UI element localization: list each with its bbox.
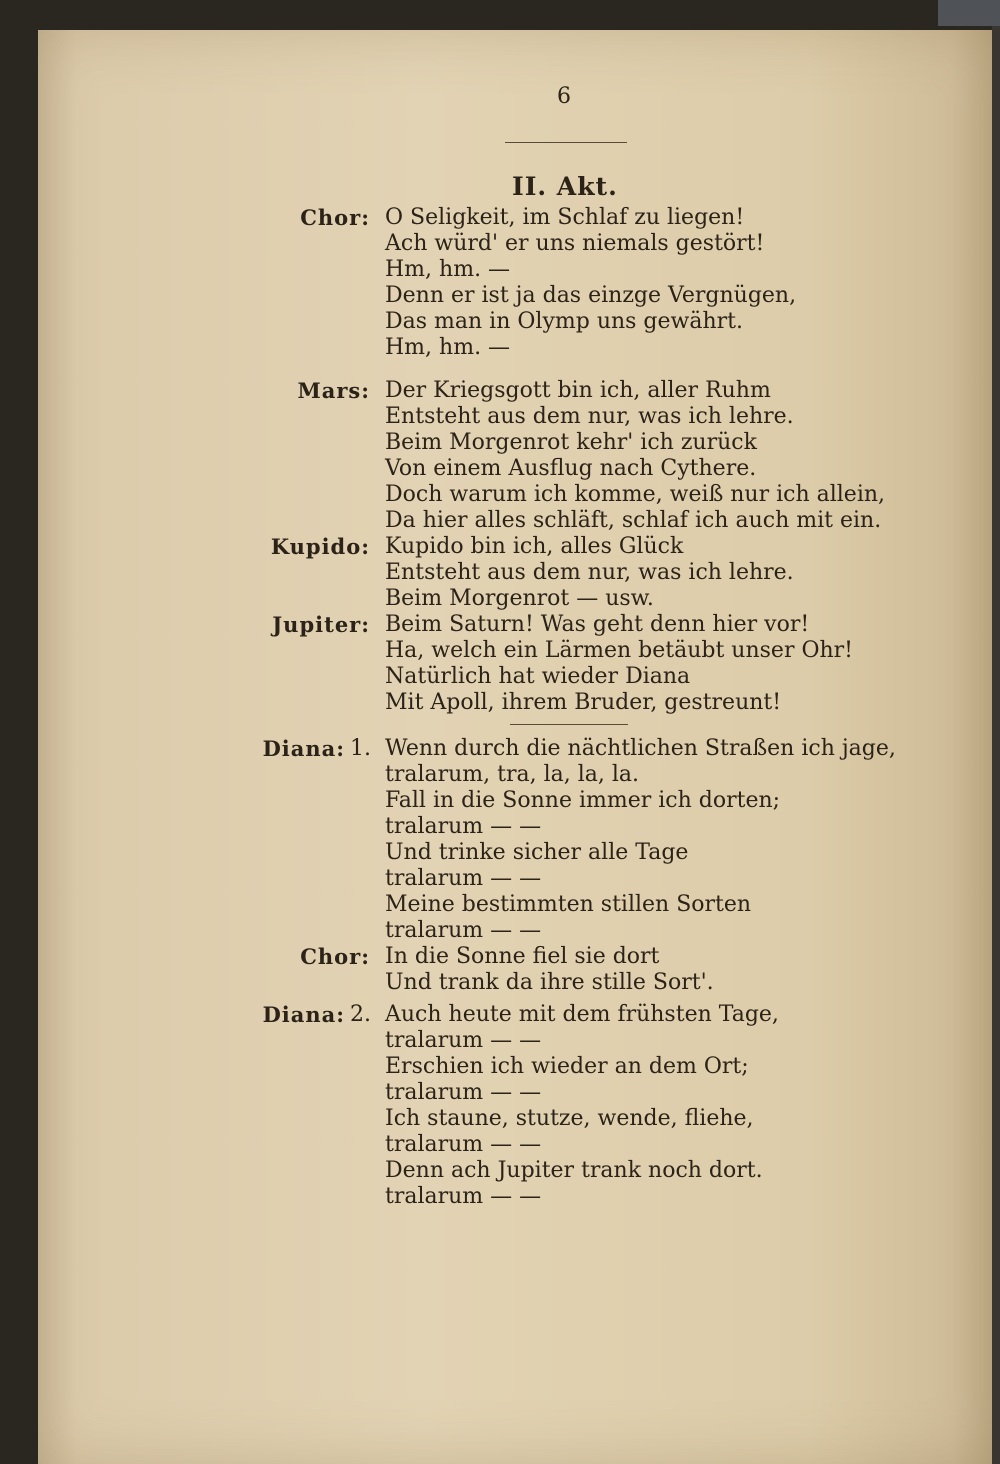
speaker-name: Mars: xyxy=(297,378,370,403)
verse-line: Entsteht aus dem nur, was ich lehre. xyxy=(385,560,794,585)
verse-line: tralarum — — xyxy=(385,1080,542,1105)
speaker-name: Diana: xyxy=(262,1002,345,1027)
verse-line: Denn ach Jupiter trank noch dort. xyxy=(385,1158,763,1183)
verse-line: Doch warum ich komme, weiß nur ich allein, xyxy=(385,482,886,507)
verse-number: 1. xyxy=(350,736,371,761)
speaker-name: Chor: xyxy=(300,944,370,969)
verse-line: Ha, welch ein Lärmen betäubt unser Ohr! xyxy=(385,638,854,663)
section-divider xyxy=(510,724,628,725)
verse-line: Meine bestimmten stillen Sorten xyxy=(385,892,752,917)
verse-line: Auch heute mit dem frühsten Tage, xyxy=(385,1002,779,1027)
verse-line: Entsteht aus dem nur, was ich lehre. xyxy=(385,404,794,429)
page-number: 6 xyxy=(557,84,571,109)
verse-line: Kupido bin ich, alles Glück xyxy=(385,534,684,559)
verse-line: Natürlich hat wieder Diana xyxy=(385,664,691,689)
page-number-rule xyxy=(505,142,627,143)
act-title: II. Akt. xyxy=(512,172,618,201)
verse-line: Hm, hm. — xyxy=(385,335,511,360)
verse-line: Beim Morgenrot kehr' ich zurück xyxy=(385,430,757,455)
speaker-name: Chor: xyxy=(300,205,370,230)
verse-line: Da hier alles schläft, schlaf ich auch mit ein. xyxy=(385,508,882,533)
speaker-name: Kupido: xyxy=(270,534,370,559)
verse-line: tralarum, tra, la, la, la. xyxy=(385,762,640,787)
verse-line: tralarum — — xyxy=(385,814,542,839)
scanner-corner-tab xyxy=(938,0,1000,26)
verse-line: Beim Saturn! Was geht denn hier vor! xyxy=(385,612,810,637)
verse-line: Beim Morgenrot — usw. xyxy=(385,586,654,611)
verse-line: Der Kriegsgott bin ich, aller Ruhm xyxy=(385,378,771,403)
verse-line: Und trinke sicher alle Tage xyxy=(385,840,689,865)
verse-line: Fall in die Sonne immer ich dorten; xyxy=(385,788,781,813)
verse-line: Das man in Olymp uns gewährt. xyxy=(385,309,744,334)
book-spine xyxy=(992,0,1000,1464)
verse-line: Ich staune, stutze, wende, fliehe, xyxy=(385,1106,754,1131)
verse-line: In die Sonne fiel sie dort xyxy=(385,944,660,969)
verse-line: Erschien ich wieder an dem Ort; xyxy=(385,1054,749,1079)
verse-line: Und trank da ihre stille Sort'. xyxy=(385,970,714,995)
verse-line: tralarum — — xyxy=(385,1132,542,1157)
verse-line: tralarum — — xyxy=(385,918,542,943)
verse-line: Denn er ist ja das einzge Vergnügen, xyxy=(385,283,797,308)
verse-line: Ach würd' er uns niemals gestört! xyxy=(385,231,765,256)
verse-line: tralarum — — xyxy=(385,1184,542,1209)
verse-line: Mit Apoll, ihrem Bruder, gestreunt! xyxy=(385,690,782,715)
verse-line: tralarum — — xyxy=(385,866,542,891)
verse-line: tralarum — — xyxy=(385,1028,542,1053)
verse-line: Hm, hm. — xyxy=(385,257,511,282)
speaker-name: Jupiter: xyxy=(272,612,370,637)
verse-line: O Seligkeit, im Schlaf zu liegen! xyxy=(385,205,745,230)
speaker-name: Diana: xyxy=(262,736,345,761)
verse-line: Wenn durch die nächtlichen Straßen ich jage, xyxy=(385,736,896,761)
verse-line: Von einem Ausflug nach Cythere. xyxy=(385,456,757,481)
verse-number: 2. xyxy=(350,1002,371,1027)
